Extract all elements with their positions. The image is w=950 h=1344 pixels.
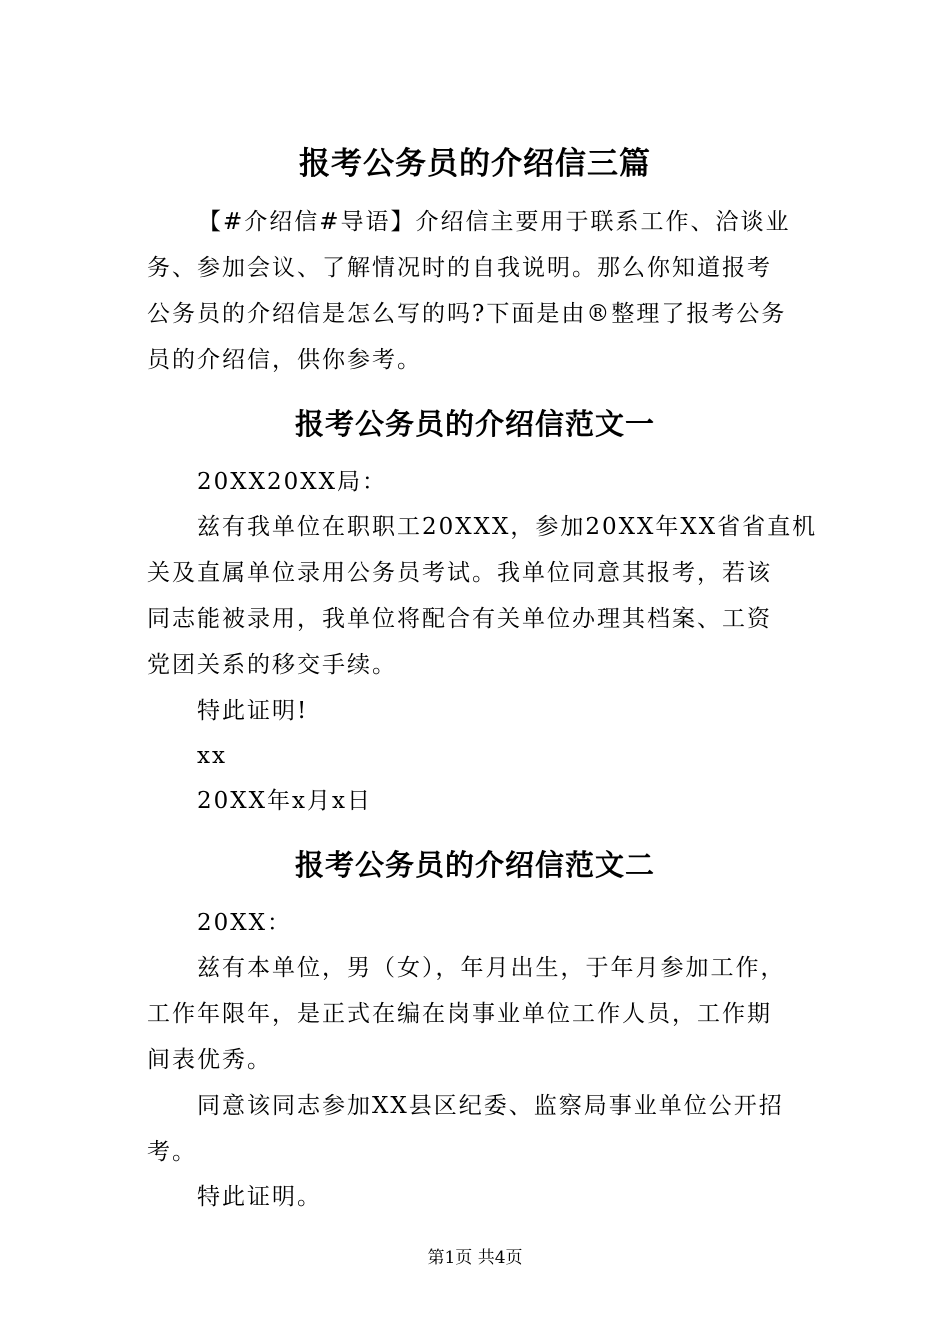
section1-closing: 特此证明!	[197, 698, 309, 724]
section2-heading: 报考公务员的介绍信范文二	[294, 848, 655, 882]
section2-consent-line: 考。	[147, 1139, 197, 1165]
section1-body-line: 兹有我单位在职职工20XXX，参加20XX年XX省省直机	[197, 514, 818, 540]
intro-line: 【#介绍信#导语】介绍信主要用于联系工作、洽谈业	[198, 209, 791, 235]
section2-body-line: 间表优秀。	[147, 1047, 272, 1073]
section2-closing: 特此证明。	[197, 1184, 322, 1210]
intro-line: 务、参加会议、了解情况时的自我说明。那么你知道报考	[147, 255, 772, 281]
section2-body-line: 兹有本单位，男（女），年月出生，于年月参加工作，	[197, 955, 786, 981]
section1-signature: xx	[197, 743, 227, 769]
section1-salutation: 20XX20XX局：	[197, 469, 388, 495]
page-number-footer: 第1页 共4页	[427, 1248, 523, 1268]
section1-date: 20XX年x月x日	[197, 788, 372, 814]
section2-consent-line: 同意该同志参加XX县区纪委、监察局事业单位公开招	[197, 1093, 784, 1119]
section2-body-line: 工作年限年，是正式在编在岗事业单位工作人员，工作期	[147, 1001, 772, 1027]
section1-heading: 报考公务员的介绍信范文一	[294, 407, 655, 441]
intro-line: 员的介绍信，供你参考。	[147, 347, 422, 373]
section1-body-line: 党团关系的移交手续。	[147, 652, 397, 678]
section1-body-line: 同志能被录用，我单位将配合有关单位办理其档案、工资	[147, 606, 772, 632]
intro-line: 公务员的介绍信是怎么写的吗?下面是由®整理了报考公务	[147, 301, 787, 327]
section2-salutation: 20XX：	[197, 910, 293, 936]
document-title: 报考公务员的介绍信三篇	[299, 146, 651, 182]
section1-body-line: 关及直属单位录用公务员考试。我单位同意其报考，若该	[147, 560, 772, 586]
